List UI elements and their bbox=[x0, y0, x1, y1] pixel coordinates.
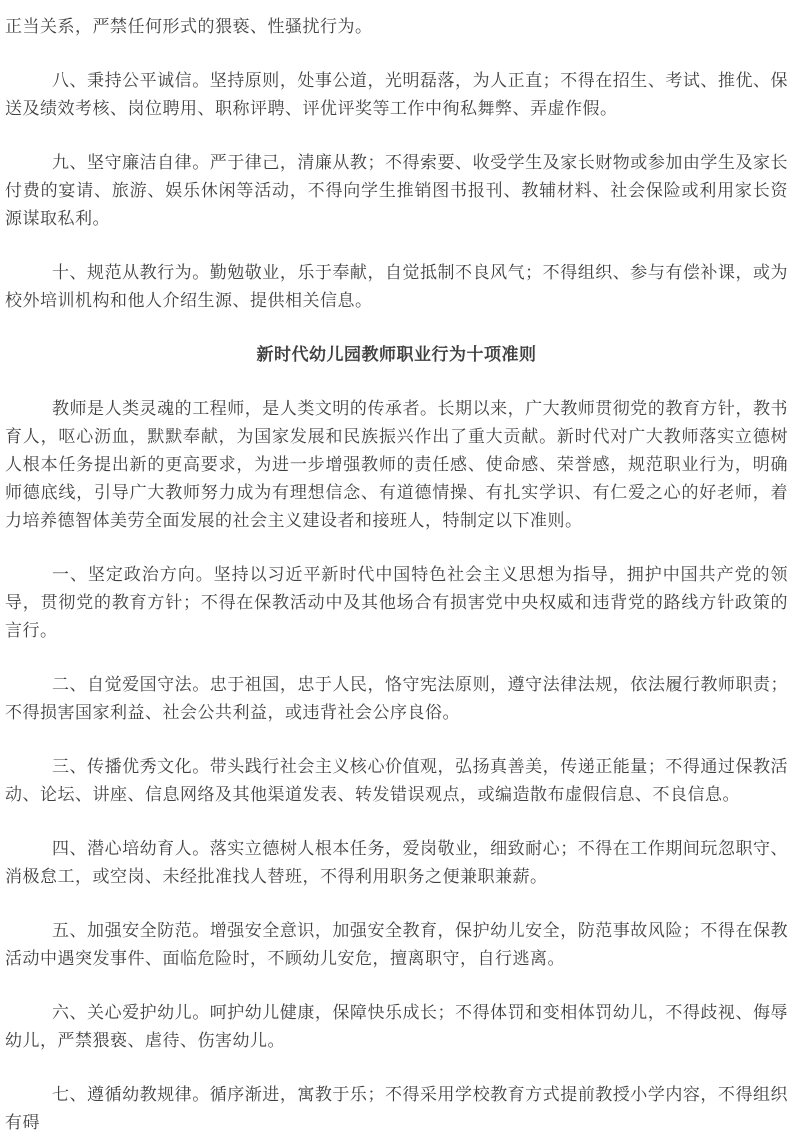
paragraph-guideline-7: 七、遵循幼教规律。循序渐进，寓教于乐；不得采用学校教育方式提前教授小学内容，不得组织有碍 bbox=[5, 1085, 788, 1132]
paragraph-guideline-1: 一、坚定政治方向。坚持以习近平新时代中国特色社会主义思想为指导，拥护中国共产党的领导，贯彻党的教育方针；不得在保教活动中及其他场合有损害党中央权威和违背党的路线方针政策的言行。 bbox=[5, 565, 788, 640]
paragraph-guideline-4: 四、潜心培幼育人。落实立德树人根本任务，爱岗敬业，细致耐心；不得在工作期间玩忽职守、消极怠工，或空岗、未经批准找人替班，不得利用职务之便兼职兼薪。 bbox=[5, 839, 788, 886]
paragraph-guideline-2: 二、自觉爱国守法。忠于祖国，忠于人民，恪守宪法原则，遵守法律法规，依法履行教师职责；不得损害国家利益、社会公共利益，或违背社会公序良俗。 bbox=[5, 675, 788, 722]
paragraph-rule-9: 九、坚守廉洁自律。严于律己，清廉从教；不得索要、收受学生及家长财物或参加由学生及家长付费的宴请、旅游、娱乐休闲等活动，不得向学生推销图书报刊、教辅材料、社会保险或利用家长资源谋取私利。 bbox=[5, 153, 788, 228]
paragraph-rule-10: 十、规范从教行为。勤勉敬业，乐于奉献，自觉抵制不良风气；不得组织、参与有偿补课，或为校外培训机构和他人介绍生源、提供相关信息。 bbox=[5, 263, 788, 310]
paragraph-guideline-3: 三、传播优秀文化。带头践行社会主义核心价值观，弘扬真善美，传递正能量；不得通过保教活动、论坛、讲座、信息网络及其他渠道发表、转发错误观点，或编造散布虚假信息、不良信息。 bbox=[5, 757, 788, 804]
document-title: 新时代幼儿园教师职业行为十项准则 bbox=[256, 345, 537, 364]
paragraph-guideline-6: 六、关心爱护幼儿。呵护幼儿健康，保障快乐成长；不得体罚和变相体罚幼儿，不得歧视、侮辱幼儿，严禁猥亵、虐待、伤害幼儿。 bbox=[5, 1003, 788, 1050]
paragraph-guideline-5: 五、加强安全防范。增强安全意识，加强安全教育，保护幼儿安全，防范事故风险；不得在保教活动中遇突发事件、面临危险时，不顾幼儿安危，擅离职守，自行逃离。 bbox=[5, 921, 788, 968]
paragraph-rule-8: 八、秉持公平诚信。坚持原则，处事公道，光明磊落，为人正直；不得在招生、考试、推优、保送及绩效考核、岗位聘用、职称评聘、评优评奖等工作中徇私舞弊、弄虚作假。 bbox=[5, 71, 788, 118]
paragraph-continuation: 正当关系，严禁任何形式的猥亵、性骚扰行为。 bbox=[5, 17, 373, 36]
paragraph-intro: 教师是人类灵魂的工程师，是人类文明的传承者。长期以来，广大教师贯彻党的教育方针，教书育人，呕心沥血，默默奉献，为国家发展和民族振兴作出了重大贡献。新时代对广大教师落实立德树人根本任务提出新的更高要求，为进一步增强教师的责任感、使命感、荣誉感，规范职业行为，明确师德底线，引导广大教师努力成为有理想信念、有道德情操、有扎实学识、有仁爱之心的好老师，着力培养德智体美劳全面发展的社会主义建设者和接班人，特制定以下准则。 bbox=[5, 399, 788, 530]
